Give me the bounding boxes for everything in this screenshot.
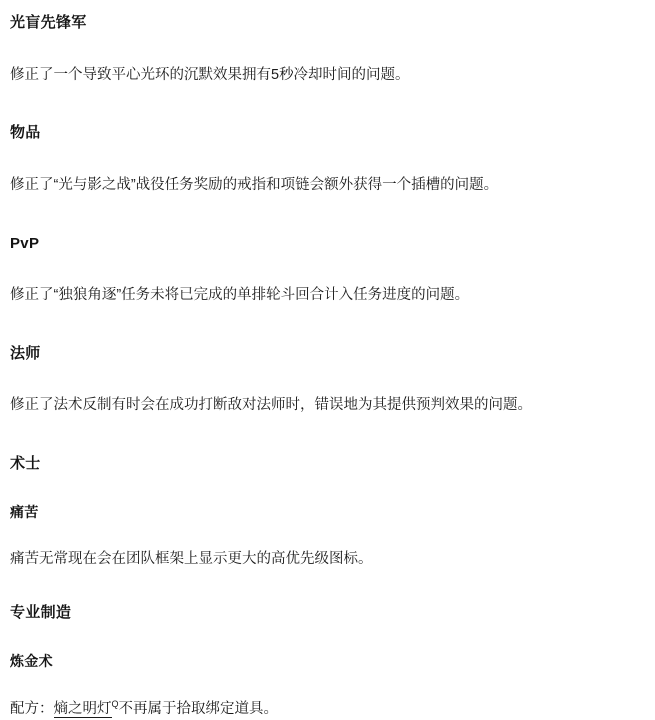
section-paragraph: 痛苦无常现在会在团队框架上显示更大的高优先级图标。: [10, 550, 373, 567]
spacer: [10, 417, 645, 447]
spacer: [10, 255, 645, 285]
section-subheading: 炼金术: [10, 652, 53, 669]
section-warlock: [10, 447, 645, 570]
section-heading: 物品: [10, 124, 41, 142]
spacer: [10, 307, 645, 337]
section-mage: [10, 337, 645, 417]
recipe-suffix: 不再属于拾取绑定道具。: [118, 700, 279, 717]
spacer: [10, 672, 645, 698]
spacer: [10, 365, 645, 395]
section-heading: 法师: [10, 344, 41, 362]
section-heading: 术士: [10, 455, 41, 472]
section-heading: 专业制造: [10, 604, 72, 622]
spacer: [10, 35, 645, 65]
spacer: [10, 145, 645, 175]
spacer: [10, 197, 645, 227]
recipe-paragraph: [10, 698, 645, 720]
section-heading: PvP: [10, 234, 40, 252]
section-professions: [10, 596, 645, 720]
item-link-entropic-lantern[interactable]: 熵之明灯: [53, 700, 112, 717]
spacer: [10, 523, 645, 549]
section-paragraph: 修正了法术反制有时会在成功打断敌对法师时，错误地为其提供预判效果的问题。: [10, 397, 532, 414]
recipe-prefix: 配方：: [10, 700, 54, 717]
spacer: [10, 86, 645, 116]
section-paragraph: 修正了一个导致平心光环的沉默效果拥有5秒冷却时间的问题。: [10, 66, 410, 83]
section-subheading: 痛苦: [10, 503, 39, 520]
section-items: [10, 116, 645, 196]
section-paragraph: 修正了“独狼角逐”任务未将已完成的单排轮斗回合计入任务进度的问题。: [10, 287, 470, 303]
section-pvp: [10, 227, 645, 307]
spacer: [10, 476, 645, 502]
section-heading: 光盲先锋军: [10, 14, 87, 31]
section-lightblind-vanguard: [10, 6, 645, 86]
spacer: [10, 625, 645, 651]
spacer: [10, 570, 645, 596]
superscript-marker: Q: [111, 698, 119, 709]
section-paragraph: 修正了“光与影之战”战役任务奖励的戒指和项链会额外获得一个插槽的问题。: [10, 176, 499, 193]
